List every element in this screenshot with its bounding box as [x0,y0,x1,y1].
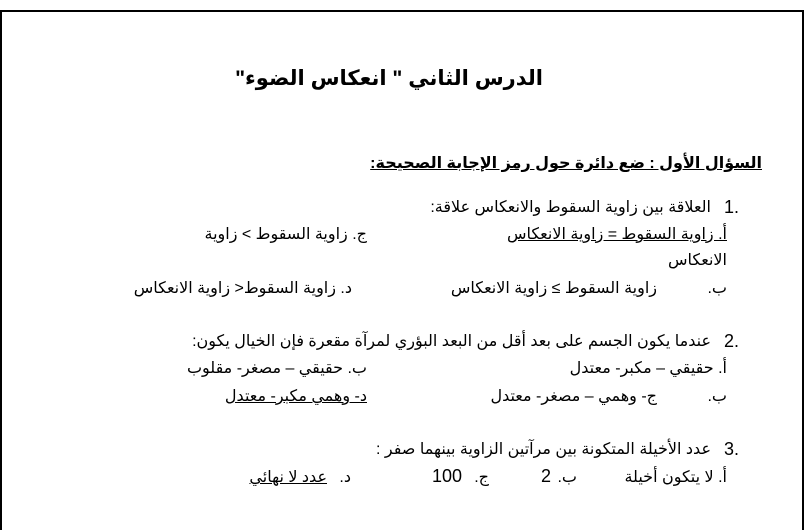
question-2-option-b: ب. حقيقي – مصغر- مقلوب [186,360,367,377]
question-3-option-d-label: د. [339,469,351,486]
question-3-option-a: أ. لا يتكون أخيلة [624,469,727,486]
question-3-option-c-label: ج. [474,469,489,486]
question-1-option-c: ج. زاوية السقوط > زاوية [204,226,367,243]
question-1-option-a-text: أ. زاوية السقوط = زاوية الانعكاس [506,226,727,243]
question-2-option-c: ج- وهمي – مصغر- معتدل [490,388,657,405]
lesson-title: الدرس الثاني " انعكاس الضوء" [235,67,543,90]
question-2-option-b2-label: ب. [707,388,727,405]
question-1-option-c-continued: الانعكاس [668,252,727,269]
section-heading: السؤال الأول : ضع دائرة حول رمز الإجابة الصحيحة: [370,155,762,172]
question-3-option-d-text: عدد لا نهائي [249,469,327,486]
question-3-option-b-label: ب. [557,469,577,486]
question-1-option-b-label: ب. [707,280,727,297]
question-2-option-d [225,386,367,406]
question-2-number: 2. [723,331,739,351]
question-1-number: 1. [723,197,739,217]
question-1-option-b: زاوية السقوط ≥ زاوية الانعكاس [450,280,657,297]
question-1-option-a [507,224,727,244]
question-1-text: العلاقة بين زاوية السقوط والانعكاس علاقة: [430,199,711,216]
question-3-option-b-value: 2 [540,466,551,486]
question-2-option-d-text: د- وهمي مكبر- معتدل [224,388,367,405]
question-2-text: عندما يكون الجسم على بعد أقل من البعد البؤري لمرآة مقعرة فإن الخيال يكون: [192,333,711,350]
question-3-number: 3. [723,439,739,459]
question-3-text: عدد الأخيلة المتكونة بين مرآتين الزاوية بينهما صفر : [375,441,711,458]
question-1-option-d: د. زاوية السقوط< زاوية الانعكاس [133,280,352,297]
question-3-option-c-value: 100 [431,466,462,486]
question-3-option-d [249,467,327,487]
question-2-option-a: أ. حقيقي – مكبر- معتدل [569,360,727,377]
